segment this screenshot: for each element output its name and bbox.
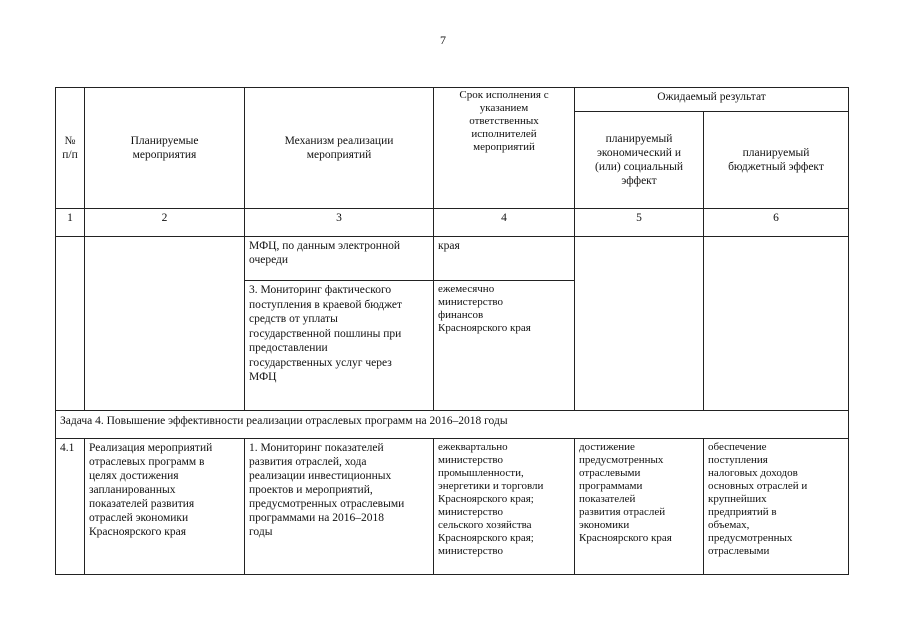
empty-cell	[704, 237, 849, 411]
table-row	[56, 237, 849, 281]
page-number: 7	[440, 33, 446, 47]
header-effect-budget: планируемый бюджетный эффект	[704, 112, 849, 209]
header-row-1	[56, 88, 849, 112]
column-number: 6	[704, 209, 849, 237]
mechanism-cell: 3. Мониторинг фактического поступления в краевой бюджет средств от уплаты государственной пошлины при предоставлении государственных услуг через МФЦ	[245, 281, 434, 411]
header-deadline: Срок исполнения с указанием ответственных исполнителей мероприятий	[434, 88, 575, 209]
column-number: 3	[245, 209, 434, 237]
task-title: Задача 4. Повышение эффективности реализации отраслевых программ на 2016–2018 годы	[56, 411, 849, 439]
empty-cell	[56, 237, 85, 411]
mechanism-cell: МФЦ, по данным электронной очереди	[245, 237, 434, 281]
empty-cell	[575, 237, 704, 411]
header-expected-result: Ожидаемый результат	[575, 88, 849, 112]
table-row	[56, 439, 849, 575]
column-number: 4	[434, 209, 575, 237]
column-number: 5	[575, 209, 704, 237]
event-cell: Реализация мероприятий отраслевых программ в целях достижения запланированных показателей развития отраслей экономики Красноярского края	[85, 439, 245, 575]
deadline-cell: ежеквартально министерство промышленности, энергетики и торговли Красноярского края; министерство сельского хозяйства Красноярского края; министерство	[434, 439, 575, 575]
empty-cell	[85, 237, 245, 411]
effect-budget-cell: обеспечение поступления налоговых доходов основных отраслей и крупнейших предприятий в объемах, предусмотренных отраслевыми	[704, 439, 849, 575]
header-effect-economic: планируемый экономический и (или) социальный эффект	[575, 112, 704, 209]
column-number: 2	[85, 209, 245, 237]
deadline-cell: ежемесячно министерство финансов Красноярского края	[434, 281, 575, 411]
header-no: № п/п	[56, 88, 85, 209]
column-number: 1	[56, 209, 85, 237]
action-plan-table	[55, 87, 849, 575]
deadline-cell: края	[434, 237, 575, 281]
effect-economic-cell: достижение предусмотренных отраслевыми программами показателей развития отраслей экономики Красноярского края	[575, 439, 704, 575]
header-mechanism: Механизм реализации мероприятий	[245, 88, 434, 209]
task-row	[56, 411, 849, 439]
row-number: 4.1	[56, 439, 85, 575]
header-events: Планируемые мероприятия	[85, 88, 245, 209]
column-number-row	[56, 209, 849, 237]
mechanism-cell: 1. Мониторинг показателей развития отраслей, хода реализации инвестиционных проектов и мероприятий, предусмотренных отраслевыми программами на 2016–2018 годы	[245, 439, 434, 575]
